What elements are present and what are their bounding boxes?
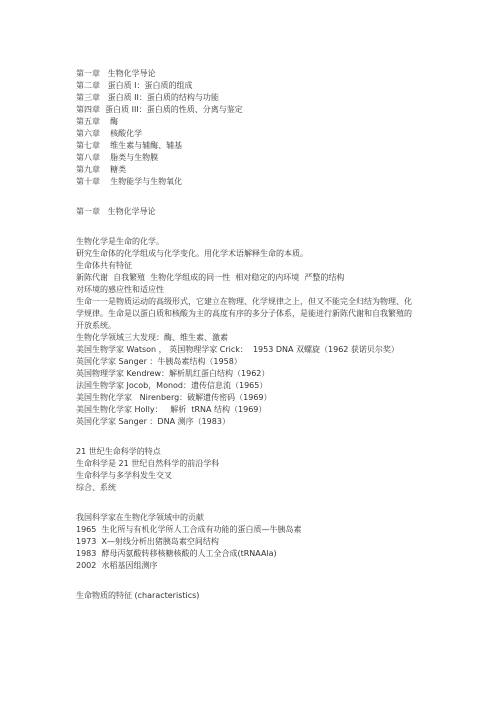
contribution-line: 2002 水稻基因组测序	[76, 561, 158, 570]
discovery-line: 英国物理学家 Kendrew：解析肌红蛋白结构（1962）	[76, 369, 270, 378]
toc-item: 第九章 糖类	[76, 165, 127, 174]
paragraph-line: 生命体共有特征	[76, 261, 132, 270]
toc-item: 第一章 生物化学导论	[76, 69, 156, 78]
toc-item: 第二章 蛋白质 I：蛋白质的组成	[76, 81, 193, 90]
paragraph-line: 生命科学与多学科发生交叉	[76, 471, 172, 480]
paragraph-line: 生物化学是生命的化学。	[76, 237, 164, 246]
paragraph-line: 生命科学是 21 世纪自然科学的前沿学科	[76, 459, 220, 468]
toc-item: 第七章 维生素与辅酶、辅基	[76, 141, 183, 150]
discovery-line: 美国生物化学家 Nirenberg：破解遗传密码（1969）	[76, 393, 272, 402]
toc-item: 第五章 酶	[76, 117, 119, 126]
paragraph-line: 对环境的感应性和适应性	[76, 285, 164, 294]
section-heading: 生命物质的特征 (characteristics)	[76, 591, 200, 600]
contribution-line: 1965 生化所与有机化学所人工合成有功能的蛋白质—牛胰岛素	[76, 525, 302, 534]
paragraph-line: 新陈代谢 自我繁殖 生物化学组成的同一性 相对稳定的内环境 严整的结构	[76, 273, 345, 282]
toc-item: 第十章 生物能学与生物氧化	[76, 177, 183, 186]
discovery-line: 法国生物学家 Jocob，Monod：遗传信息流（1965）	[76, 381, 268, 390]
discovery-line: 美国生物化学家 Holly： 解析 tRNA 结构（1969）	[76, 405, 267, 414]
section-heading: 我国科学家在生物化学领域中的贡献	[76, 513, 204, 522]
paragraph-line: 综合、系统	[76, 483, 116, 492]
toc-item: 第四章 蛋白质 III：蛋白质的性质、分离与鉴定	[76, 105, 243, 114]
discovery-line: 英国化学家 Sanger ：牛胰岛素结构（1958）	[76, 357, 242, 366]
paragraph-line: 研究生命体的化学组成与化学变化。用化学术语解释生命的本质。	[76, 249, 308, 258]
discovery-line: 英国化学家 Sanger ：DNA 测序（1983）	[76, 417, 230, 426]
contribution-line: 1973 X—射线分析出猪胰岛素空间结构	[76, 537, 219, 546]
paragraph-line: 生物化学领域三大发现：酶、维生素、激素	[76, 333, 228, 342]
toc-item: 第三章 蛋白质 II：蛋白质的结构与功能	[76, 93, 219, 102]
chapter-heading: 第一章 生物化学导论	[76, 207, 156, 216]
contribution-line: 1983 酵母丙氨酸转移核糖核酸的人工全合成(tRNAAla)	[76, 549, 277, 558]
toc-item: 第八章 脂类与生物膜	[76, 153, 159, 162]
life-definition-paragraph: 生命一一是物质运动的高级形式，它建立在物理、化学规律之上，但又不能完全归结为物理、化学规律。生命是以蛋白质和核酸为主的高度有序的多分子体系，是能进行新陈代谢和自我繁殖的开放系统。	[76, 297, 412, 330]
discovery-line: 美国生物学家 Watson ， 英国物理学家 Crick： 1953 DNA 双螺旋（1962 获诺贝尔奖）	[76, 345, 399, 354]
section-heading: 21 世纪生命科学的特点	[76, 447, 161, 456]
toc-item: 第六章 核酸化学	[76, 129, 143, 138]
